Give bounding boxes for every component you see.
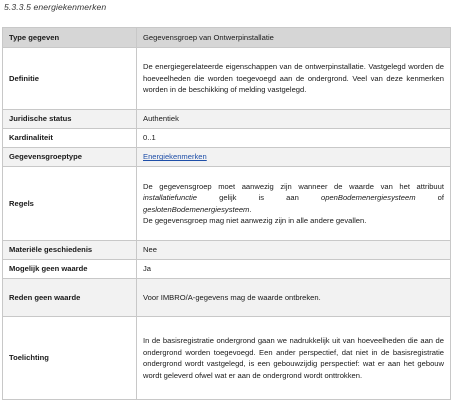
label-gegevensgroeptype: Gegevensgroeptype	[3, 148, 137, 167]
value-reden-geen-waarde: Voor IMBRO/A-gegevens mag de waarde ontbreken.	[137, 279, 451, 317]
row-materiele-geschiedenis	[3, 241, 451, 260]
attribute-table	[2, 27, 451, 400]
label-toelichting: Toelichting	[3, 317, 137, 400]
label-materiele-geschiedenis: Materiële geschiedenis	[3, 241, 137, 260]
label-regels: Regels	[3, 167, 137, 241]
label-kardinaliteit: Kardinaliteit	[3, 129, 137, 148]
row-regels	[3, 167, 451, 241]
value-type-gegeven: Gegevensgroep van Ontwerpinstallatie	[137, 28, 451, 48]
value-kardinaliteit: 0..1	[137, 129, 451, 148]
row-juridische-status	[3, 110, 451, 129]
value-materiele-geschiedenis: Nee	[137, 241, 451, 260]
regels-rule-2: De gegevensgroep mag niet aanwezig zijn in alle andere gevallen.	[143, 216, 367, 225]
row-reden-geen-waarde	[3, 279, 451, 317]
label-juridische-status: Juridische status	[3, 110, 137, 129]
row-kardinaliteit	[3, 129, 451, 148]
row-toelichting	[3, 317, 451, 400]
regels-text-2: gelijk is aan	[197, 193, 321, 202]
row-type-gegeven	[3, 28, 451, 48]
label-mogelijk-geen-waarde: Mogelijk geen waarde	[3, 260, 137, 279]
label-type-gegeven: Type gegeven	[3, 28, 137, 48]
section-heading: 5.3.3.5 energiekenmerken	[4, 2, 107, 12]
value-mogelijk-geen-waarde: Ja	[137, 260, 451, 279]
value-regels	[137, 167, 451, 241]
value-toelichting: In de basisregistratie ondergrond gaan we nadrukkelijk uit van hoeveelheden die aan de ondergrond worden toegevoegd. Een ander perspectief, dat niet in de basisregistratie ondergrond wordt vastgelegd, is een gebouwzijdig perspectief: wat er aan het gebouw wordt geleverd ofwel wat er aan de ondergrond wordt onttrokken.	[137, 317, 451, 400]
value-definitie: De energiegerelateerde eigenschappen van de ontwerpinstallatie. Vastgelegd worden de hoeveelheden die worden toegevoegd aan de ondergrond. Veel van deze kenmerken worden in de beschikking of melding vastgelegd.	[137, 48, 451, 110]
regels-text-1: De gegevensgroep moet aanwezig zijn wanneer de waarde van het attribuut	[143, 181, 444, 191]
label-reden-geen-waarde: Reden geen waarde	[3, 279, 137, 317]
regels-text-3: of	[415, 193, 444, 202]
row-gegevensgroeptype	[3, 148, 451, 167]
row-definitie	[3, 48, 451, 110]
regels-value-1: openBodemenergiesysteem	[320, 193, 416, 202]
regels-rule-1	[143, 181, 444, 216]
label-definitie: Definitie	[3, 48, 137, 110]
value-gegevensgroeptype	[137, 148, 451, 167]
row-mogelijk-geen-waarde	[3, 260, 451, 279]
gegevensgroeptype-link[interactable]: Energiekenmerken	[143, 152, 207, 162]
value-juridische-status: Authentiek	[137, 110, 451, 129]
regels-value-2: geslotenBodemenergiesysteem	[143, 204, 250, 214]
regels-text-4: .	[249, 204, 252, 214]
regels-attribute: installatiefunctie	[143, 193, 198, 202]
